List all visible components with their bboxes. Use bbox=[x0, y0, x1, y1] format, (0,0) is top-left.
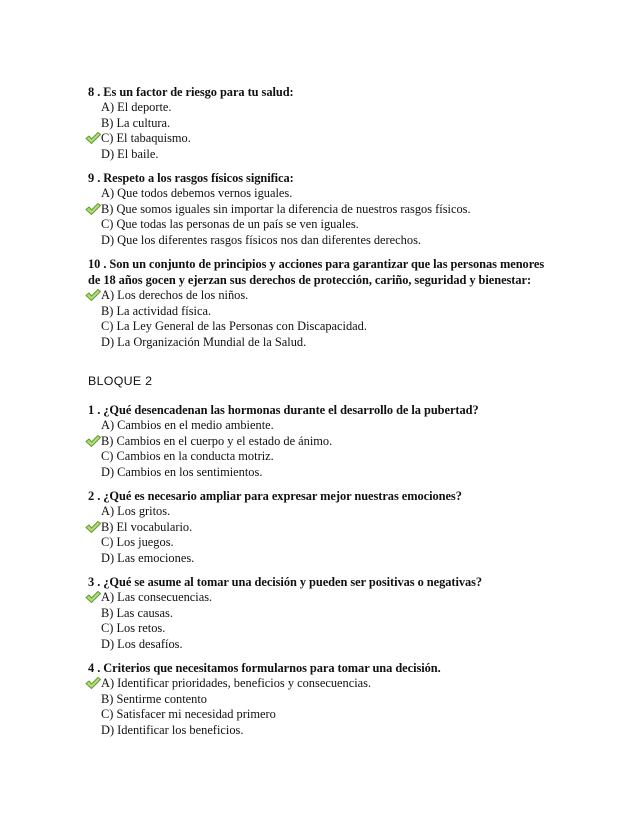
check-mark-icon bbox=[85, 676, 101, 690]
answer-option-text: D) La Organización Mundial de la Salud. bbox=[101, 334, 307, 349]
check-mark-icon bbox=[85, 288, 101, 302]
check-mark-icon bbox=[85, 520, 101, 534]
answer-option-correct bbox=[88, 590, 558, 606]
answer-option bbox=[88, 418, 558, 434]
answer-option bbox=[88, 504, 558, 520]
question-title: 9 . Respeto a los rasgos físicos significa: bbox=[88, 171, 294, 185]
answer-option-text: A) Identificar prioridades, beneficios y consecuencias. bbox=[101, 676, 372, 690]
question-title: 4 . Criterios que necesitamos formularnos para tomar una decisión. bbox=[88, 661, 441, 675]
answer-option-text: B) Que somos iguales sin importar la diferencia de nuestros rasgos físicos. bbox=[101, 201, 471, 216]
answer-option-text: C) El tabaquismo. bbox=[101, 131, 191, 145]
question-title: 10 . Son un conjunto de principios y acciones para garantizar que las personas menores de 18 años gocen y ejerzan sus derechos de protección, cariño, seguridad y bienestar: bbox=[88, 257, 545, 287]
answer-option-correct bbox=[88, 202, 558, 218]
check-mark-icon bbox=[85, 590, 101, 604]
answer-option-correct bbox=[88, 676, 558, 692]
answer-option bbox=[88, 465, 558, 481]
question-item bbox=[88, 170, 558, 248]
answer-option-text: B) Las causas. bbox=[101, 605, 173, 620]
question-title: 8 . Es un factor de riesgo para tu salud: bbox=[88, 85, 294, 99]
answer-option-text: C) La Ley General de las Personas con Discapacidad. bbox=[101, 319, 367, 333]
answer-option bbox=[88, 319, 558, 335]
answer-option-text: A) El deporte. bbox=[101, 100, 172, 114]
answer-option-correct bbox=[88, 520, 558, 536]
answer-option-text: C) Satisfacer mi necesidad primero bbox=[101, 707, 276, 721]
answer-option-text: B) Sentirme contento bbox=[101, 691, 207, 706]
answer-option-text: D) El baile. bbox=[101, 146, 159, 161]
answer-option bbox=[88, 147, 558, 163]
answer-option bbox=[88, 535, 558, 551]
answer-option-correct bbox=[88, 131, 558, 147]
block-1-section bbox=[88, 84, 558, 350]
answer-option-text: D) Que los diferentes rasgos físicos nos dan diferentes derechos. bbox=[101, 232, 421, 247]
answer-option bbox=[88, 304, 558, 320]
check-mark-icon bbox=[85, 434, 101, 448]
answer-option-text: D) Identificar los beneficios. bbox=[101, 722, 244, 737]
answer-option-correct bbox=[88, 434, 558, 450]
answer-option-text: D) Las emociones. bbox=[101, 550, 195, 565]
answer-option bbox=[88, 217, 558, 233]
check-mark-icon bbox=[85, 131, 101, 145]
answer-option-text: D) Los desafíos. bbox=[101, 636, 183, 651]
answer-option bbox=[88, 551, 558, 567]
answer-option bbox=[88, 449, 558, 465]
question-item bbox=[88, 256, 558, 350]
answer-option-text: C) Los retos. bbox=[101, 621, 166, 635]
answer-option bbox=[88, 637, 558, 653]
answer-option bbox=[88, 606, 558, 622]
answer-option-text: A) Cambios en el medio ambiente. bbox=[101, 418, 274, 432]
answer-option-text: B) El vocabulario. bbox=[101, 519, 193, 534]
question-item bbox=[88, 402, 558, 480]
block-2-section bbox=[88, 402, 558, 738]
check-mark-icon bbox=[85, 202, 101, 216]
question-item bbox=[88, 574, 558, 652]
answer-option bbox=[88, 100, 558, 116]
answer-option bbox=[88, 621, 558, 637]
question-title: 1 . ¿Qué desencadenan las hormonas durante el desarrollo de la pubertad? bbox=[88, 403, 479, 417]
answer-option-text: C) Cambios en la conducta motriz. bbox=[101, 449, 274, 463]
question-title: 3 . ¿Qué se asume al tomar una decisión y pueden ser positivas o negativas? bbox=[88, 575, 483, 589]
question-item bbox=[88, 660, 558, 738]
answer-option-text: B) Cambios en el cuerpo y el estado de ánimo. bbox=[101, 433, 333, 448]
answer-option bbox=[88, 233, 558, 249]
question-title: 2 . ¿Qué es necesario ampliar para expresar mejor nuestras emociones? bbox=[88, 489, 462, 503]
answer-option bbox=[88, 186, 558, 202]
answer-option-text: A) Los derechos de los niños. bbox=[101, 288, 249, 302]
answer-option-text: B) La actividad física. bbox=[101, 303, 212, 318]
answer-option-correct bbox=[88, 288, 558, 304]
answer-option-text: D) Cambios en los sentimientos. bbox=[101, 464, 263, 479]
answer-option bbox=[88, 335, 558, 351]
answer-option-text: C) Los juegos. bbox=[101, 535, 174, 549]
answer-option-text: C) Que todas las personas de un país se ven iguales. bbox=[101, 217, 359, 231]
question-item bbox=[88, 84, 558, 162]
question-item bbox=[88, 488, 558, 566]
block-heading: BLOQUE 2 bbox=[88, 374, 153, 388]
answer-option bbox=[88, 692, 558, 708]
quiz-content bbox=[88, 84, 558, 746]
answer-option-text: A) Las consecuencias. bbox=[101, 590, 213, 604]
answer-option bbox=[88, 116, 558, 132]
answer-option bbox=[88, 707, 558, 723]
answer-option-text: B) La cultura. bbox=[101, 115, 171, 130]
answer-option-text: A) Los gritos. bbox=[101, 504, 171, 518]
answer-option-text: A) Que todos debemos vernos iguales. bbox=[101, 186, 293, 200]
answer-option bbox=[88, 723, 558, 739]
